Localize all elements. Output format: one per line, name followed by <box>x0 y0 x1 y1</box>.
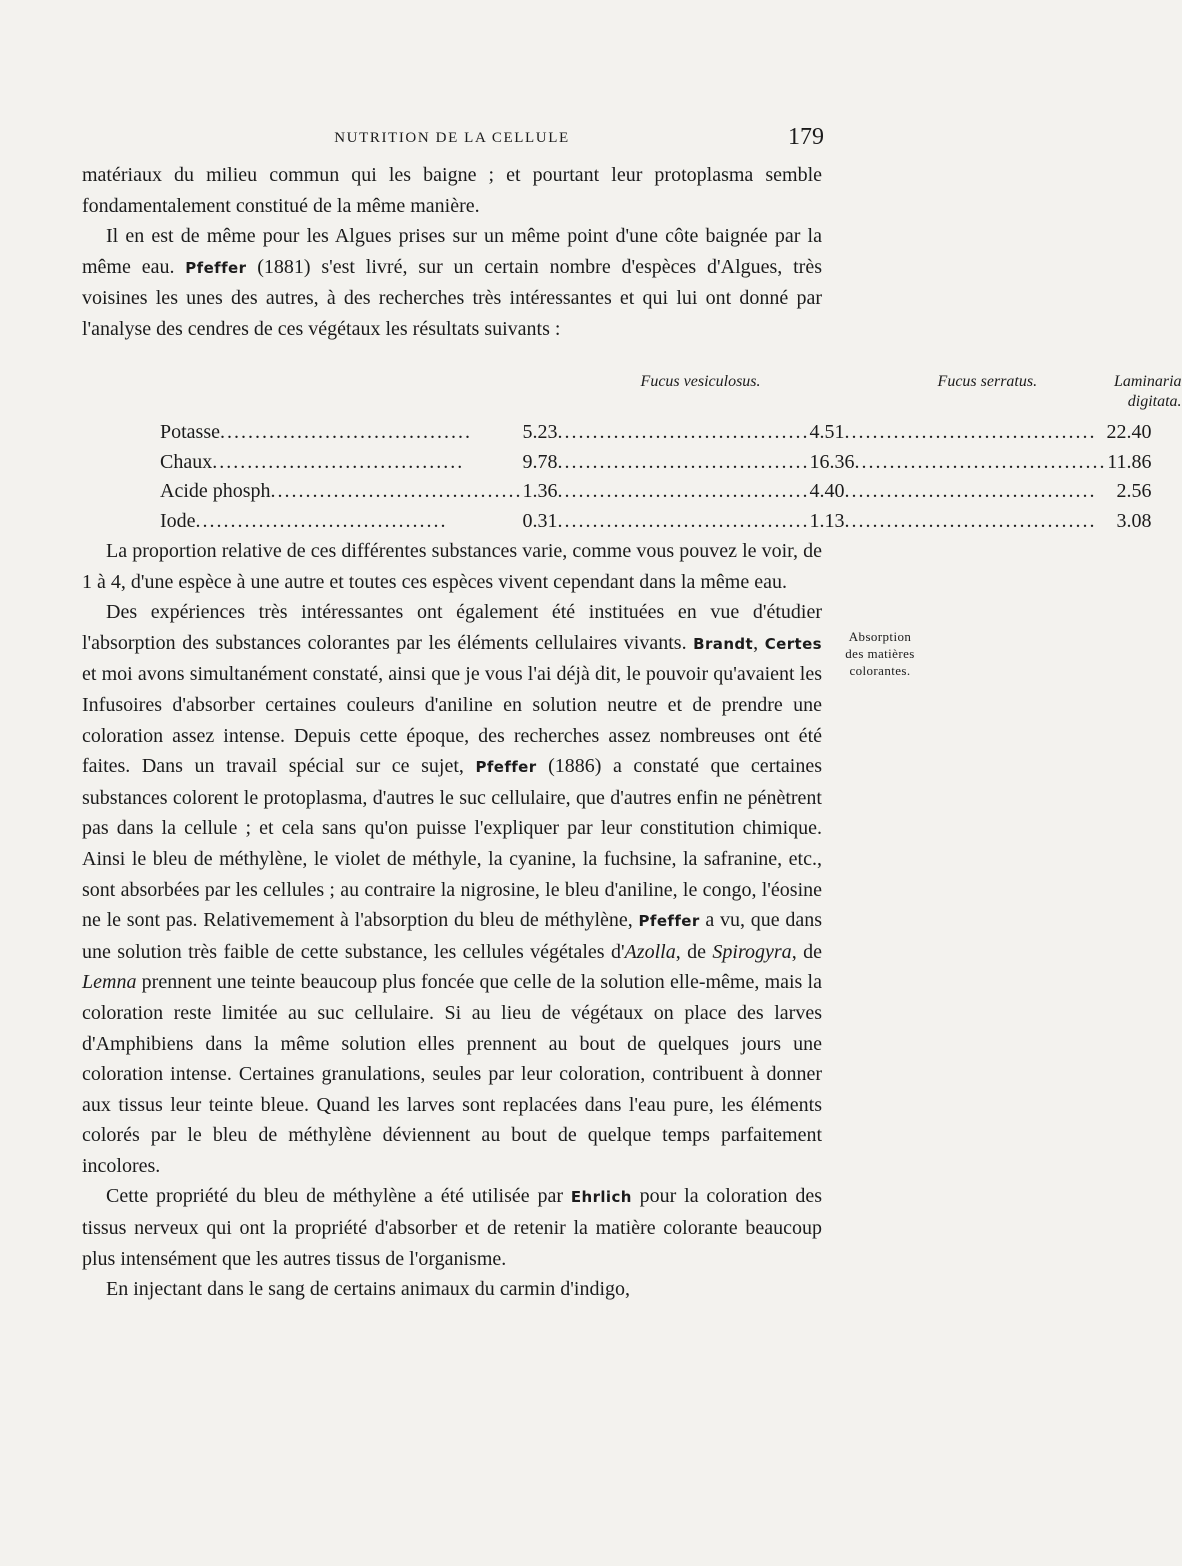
table-header-row <box>160 372 1182 418</box>
margin-note-line: Absorption <box>848 629 912 644</box>
paragraph-text: et moi avons simultanément constaté, ainsi que je vous l'ai déjà dit, le pouvoir qu'avaient les Infusoires d'absorber certaines couleurs d'aniline en solution neutre et de prendre une coloration assez intense. Depuis cette époque, des recherches assez nombreuses ont été faites. Dans un travail spécial sur ce sujet, <box>82 663 822 778</box>
table-cell: 1.36 ..... <box>523 477 810 507</box>
table-header-empty <box>160 372 523 418</box>
paragraph-text: , <box>753 631 765 654</box>
paragraph-ehrlich <box>82 1181 822 1274</box>
table-row <box>160 477 1182 507</box>
row-label: Potasse ..... <box>160 418 523 448</box>
author-name: Pfeffer <box>638 912 700 931</box>
table-cell: 22.40 <box>1106 421 1152 443</box>
table-cell: 2.56 <box>1116 480 1152 502</box>
table-row <box>160 507 1182 537</box>
paragraph-algues <box>82 221 822 344</box>
page-number: 179 <box>788 124 824 150</box>
paragraph-text: matériaux du milieu commun qui les baigne ; et pourtant leur protoplasma semble fondamentalement constitué de la même manière. <box>82 164 822 217</box>
table-cell: 0.31 ..... <box>523 507 810 537</box>
author-name: Certes <box>764 634 822 653</box>
column-header: Fucus serratus. <box>937 373 1038 390</box>
row-label: Chaux ..... <box>160 448 523 478</box>
genus-name: Azolla <box>624 940 676 963</box>
table-cell: 4.40 ..... <box>810 477 1107 507</box>
table-row <box>160 418 1182 448</box>
author-name: Pfeffer <box>185 258 247 277</box>
author-name: Ehrlich <box>570 1188 632 1207</box>
paragraph-text: , de <box>675 940 713 963</box>
margin-note-line: colorantes. <box>849 663 911 678</box>
page-header <box>82 126 822 154</box>
paragraph-absorption <box>82 597 822 1181</box>
paragraph-text: (1881) s'est livré, sur un certain nombre d'espèces d'Algues, très voisines les unes des autres, à des recherches très intéressantes et qui lui ont donné par l'analyse des cendres de ces végétaux les résultats suivants : <box>82 255 822 340</box>
table-cell: 5.23 ..... <box>523 418 810 448</box>
table-row <box>160 448 1182 478</box>
text-block-upper <box>82 160 822 345</box>
paragraph-text: (1886) a constaté que certaines substances colorent le protoplasma, d'autres le suc cellulaire, que d'autres enfin ne pénètrent pas dans la cellule ; et cela sans qu'on puisse l'expliquer par leur constitution chimique. Ainsi le bleu de méthylène, le violet de méthyle, la cyanine, la fuchsine, la safranine, etc., sont absorbées par les cellules ; au contraire la nigrosine, le bleu d'aniline, le congo, l'éosine ne le sont pas. Relativemement à l'absorption du bleu de méthylène, <box>82 755 822 932</box>
table-cell: 4.51 ..... <box>810 418 1107 448</box>
margin-note-line: des matières <box>845 646 915 661</box>
genus-name: Spirogyra <box>712 940 792 963</box>
paragraph-text: En injectant dans le sang de certains animaux du carmin d'indigo, <box>106 1278 631 1301</box>
row-label: Iode ..... <box>160 507 523 537</box>
table-cell: 3.08 <box>1116 509 1152 532</box>
table-cell: 1.13 ..... <box>810 507 1107 537</box>
paragraph-text: pour la coloration des tissus nerveux qui ont la propriété d'absorber et de retenir la matière colorante beaucoup plus intensément que les autres tissus de l'organisme. <box>82 1185 823 1270</box>
margin-note <box>830 628 930 679</box>
table-cell: 11.86 <box>1107 450 1152 473</box>
running-title: NUTRITION DE LA CELLULE <box>334 130 570 146</box>
genus-name: Lemna <box>82 971 137 994</box>
paragraph-proportion <box>82 536 822 597</box>
paragraph-text: prennent une teinte beaucoup plus foncée que celle de la solution elle-même, mais la coloration reste limitée au suc cellulaire. Si au lieu de végétaux on place des larves d'Amphibiens dans la même solution elles prennent au bout de quelques jours une coloration intense. Certaines granulations, seules par leur coloration, contribuent à donner aux tissus leur teinte bleue. Quand les larves sont replacées dans l'eau pure, les éléments colorés par le bleu de méthylène déviennent au bout de quelque temps parfaitement incolores. <box>82 971 822 1177</box>
paragraph-text: Des expériences très intéressantes ont également été instituées en vue d'étudier l'absorption des substances colorantes par les éléments cellulaires vivants. <box>82 601 822 654</box>
text-block-lower <box>82 536 822 1305</box>
author-name: Pfeffer <box>475 758 537 777</box>
paragraph-text: Cette propriété du bleu de méthylène a été utilisée par <box>106 1185 571 1208</box>
table-cell: 9.78 ..... <box>523 448 810 478</box>
author-name: Brandt <box>693 634 754 653</box>
paragraph-text: La proportion relative de ces différentes substances varie, comme vous pouvez le voir, de 1 à 4, d'une espèce à une autre et toutes ces espèces vivent cependant dans la même eau. <box>82 540 822 593</box>
paragraph-continuation <box>82 160 822 221</box>
column-header: Laminaria digitata. <box>1113 373 1182 410</box>
paragraph-text: , de <box>791 940 822 963</box>
table-cell: 16.36 ..... <box>810 448 1107 478</box>
paragraph-injection <box>82 1274 822 1305</box>
paragraph-text: Il en est de même pour les Algues prises sur un même point d'une côte baignée par la même eau. <box>82 225 822 278</box>
column-header: Fucus vesiculosus. <box>640 373 761 390</box>
row-label: Acide phosph ..... <box>160 477 523 507</box>
ash-analysis-table <box>160 372 1182 536</box>
paragraph-text: a vu, que dans une solution très faible de cette substance, les cellules végétales d' <box>82 909 822 963</box>
